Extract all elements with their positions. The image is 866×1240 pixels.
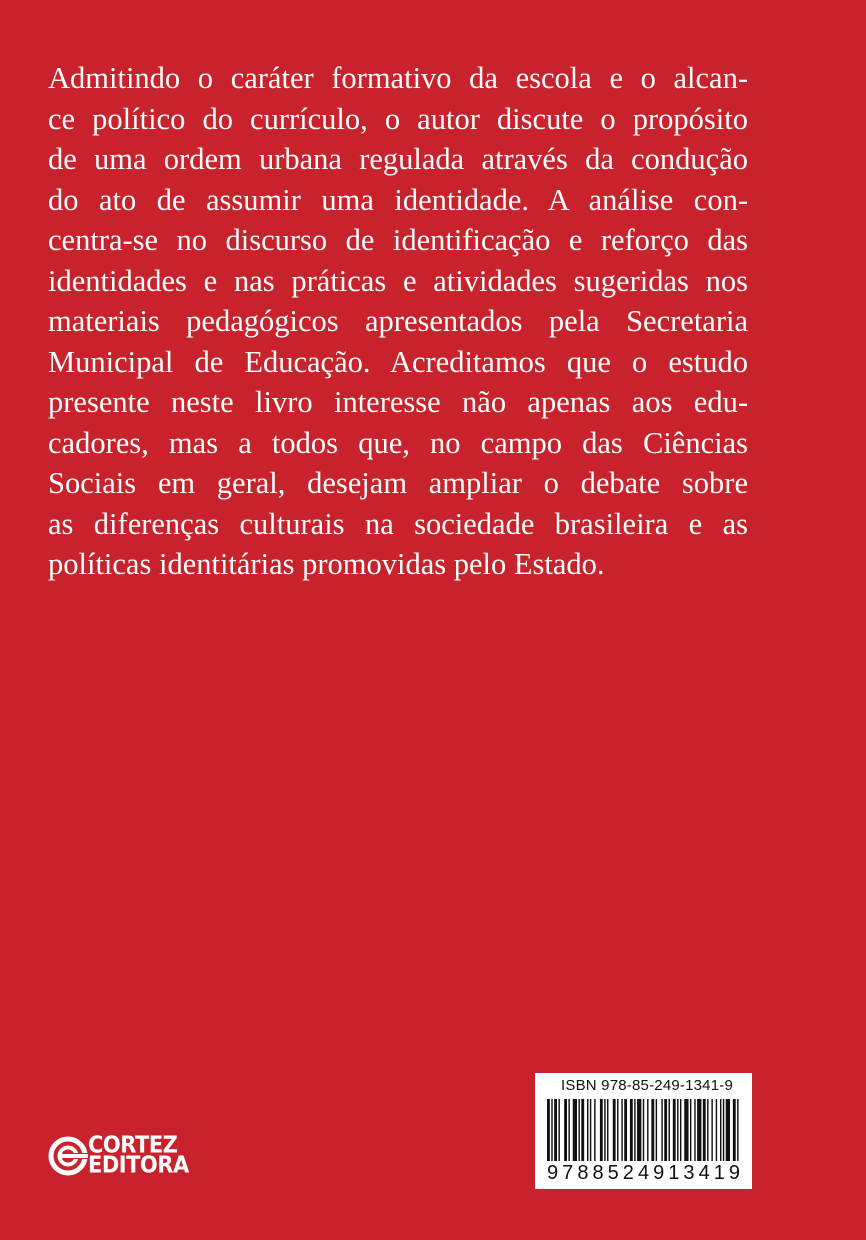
barcode-bar [694, 1099, 695, 1161]
barcode-bar [613, 1099, 616, 1161]
blurb-line: Municipal de Educação. Acreditamos que o estudo [48, 344, 748, 379]
barcode-bar [643, 1099, 644, 1161]
blurb-line: políticas identitárias promovidas pelo Estado. [48, 547, 605, 581]
barcode-bar [573, 1099, 577, 1161]
barcode-bars [547, 1099, 740, 1161]
barcode-bar [733, 1099, 736, 1161]
blurb-line: de uma ordem urbana regulada através da condução [48, 142, 748, 176]
barcode-bar [551, 1099, 552, 1161]
blurb-line: ce político do currículo, o autor discute o propósito [48, 101, 748, 136]
barcode-bar [647, 1099, 648, 1161]
blurb-line: as diferenças culturais na sociedade brasileira e as [48, 506, 748, 541]
barcode-bar [703, 1099, 706, 1161]
barcode-bar [651, 1099, 654, 1161]
barcode-bar [716, 1099, 717, 1161]
logo-word-cortez: CORTEZ [88, 1131, 178, 1159]
cortez-c-icon [48, 1131, 88, 1181]
blurb-line: Sociais em geral, desejam ampliar o debate sobre [48, 466, 748, 500]
barcode-bar [737, 1099, 738, 1161]
barcode-digit: 4 [698, 1162, 710, 1184]
barcode-bar [568, 1099, 569, 1161]
blurb-line: Admitindo o caráter formativo da escola e o alcan- [48, 61, 748, 95]
barcode-bar [664, 1099, 667, 1161]
barcode-bar [564, 1099, 567, 1161]
barcode-bar [554, 1099, 557, 1161]
barcode-bar [673, 1099, 676, 1161]
barcode-bar [604, 1099, 605, 1161]
barcode-digit: 7 [562, 1162, 574, 1184]
barcode-bar [680, 1099, 681, 1161]
barcode-bar [690, 1099, 691, 1161]
barcode-bar [558, 1099, 559, 1161]
cortez-editora-logo [48, 1127, 198, 1183]
barcode-bar [600, 1099, 603, 1161]
barcode-bar [669, 1099, 670, 1161]
barcode-digit: 2 [622, 1162, 634, 1184]
blurb-line: cadores, mas a todos que, no campo das Ciências [48, 425, 748, 460]
barcode-bar [634, 1099, 635, 1161]
barcode-bar [630, 1099, 633, 1161]
barcode-bar [726, 1099, 730, 1161]
barcode-digit: 8 [592, 1162, 604, 1184]
logo-word-editora: EDITORA [88, 1151, 189, 1179]
barcode-bar [607, 1099, 608, 1161]
blurb-line: presente neste livro interesse não apenas aos edu- [48, 385, 748, 419]
blurb-line: centra-se no discurso de identificação e reforço das [48, 223, 748, 257]
barcode-bar [547, 1099, 550, 1161]
barcode-bar [677, 1099, 678, 1161]
blurb-line: materiais pedagógicos apresentados pela Secretaria [48, 304, 748, 338]
barcode-bar [621, 1099, 622, 1161]
barcode-digit: 5 [607, 1162, 619, 1184]
barcode-bar [723, 1099, 724, 1161]
barcode-bar [707, 1099, 708, 1161]
barcode-digit: 9 [728, 1162, 740, 1184]
barcode-bar [587, 1099, 588, 1161]
barcode-bar [637, 1099, 641, 1161]
barcode-digit: 8 [577, 1162, 589, 1184]
barcode-bar [617, 1099, 618, 1161]
barcode-bar [711, 1099, 712, 1161]
barcode-bar [578, 1099, 579, 1161]
isbn-label: ISBN 978-85-249-1341-9 [561, 1077, 734, 1094]
barcode-digits [547, 1162, 740, 1185]
barcode-bar [720, 1099, 721, 1161]
barcode-bar [624, 1099, 627, 1161]
back-cover-blurb [48, 58, 748, 585]
barcode-bar [697, 1099, 701, 1161]
barcode-bar [594, 1099, 595, 1161]
barcode-digit: 3 [683, 1162, 695, 1184]
barcode-digit: 1 [668, 1162, 680, 1184]
blurb-line: identidades e nas práticas e atividades sugeridas nos [48, 263, 748, 298]
barcode-bar [656, 1099, 657, 1161]
barcode-bar [684, 1099, 688, 1161]
barcode-digit: 4 [637, 1162, 650, 1184]
barcode-bar [661, 1099, 662, 1161]
barcode-bar [590, 1099, 591, 1161]
barcode-digit: 1 [713, 1162, 725, 1184]
barcode-digit: 9 [653, 1162, 665, 1184]
barcode-bar [581, 1099, 584, 1161]
barcode-digit: 9 [547, 1162, 559, 1184]
isbn-barcode [535, 1073, 752, 1189]
blurb-line: do ato de assumir uma identidade. A análise con- [48, 182, 748, 217]
